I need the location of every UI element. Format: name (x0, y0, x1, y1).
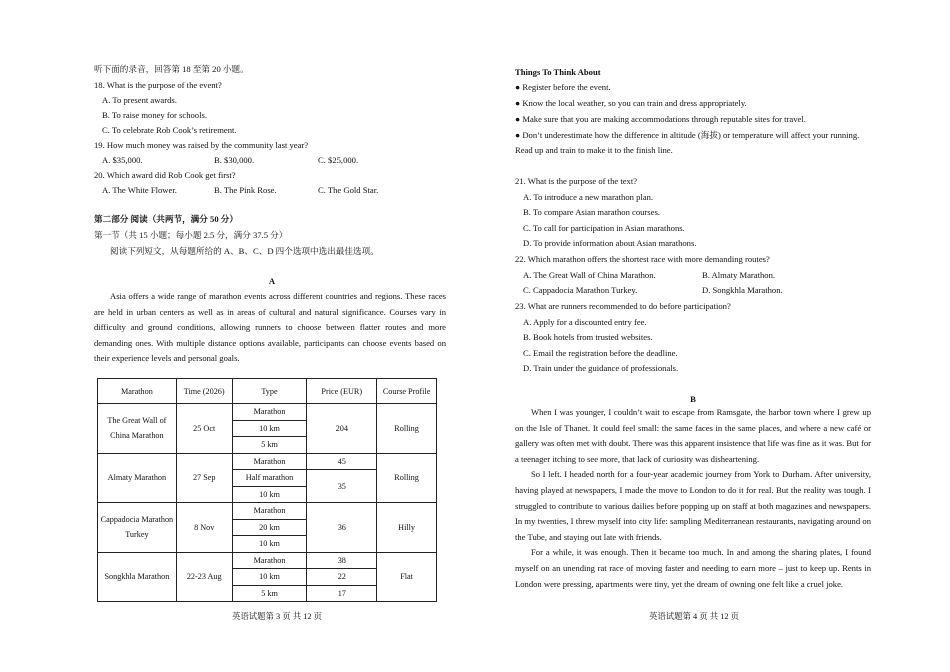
passage-b-paragraph-1: When I was younger, I couldn’t wait to escape from Ramsgate, the harbor town where I grew up on the Isle of Thanet. It could feel small: the same faces in the same places, and where a new café or gallery was often met with doubt. There was this apparent insistence that life was fine as it was. But for a teenager itching to see more, that lack of curiosity was disheartening. (515, 407, 871, 464)
marathon-table (97, 378, 437, 602)
marathon-type: 10 km (232, 569, 307, 586)
table-row (98, 503, 437, 520)
question-23-option-b: B. Book hotels from trusted websites. (523, 332, 653, 342)
marathon-type: Half marathon (232, 470, 307, 487)
question-21-stem: 21. What is the purpose of the text? (515, 176, 638, 186)
marathon-type: 20 km (232, 519, 307, 536)
question-23-option-c: C. Email the registration before the deadline. (523, 348, 678, 358)
table-row (98, 453, 437, 470)
marathon-type: 5 km (232, 585, 307, 602)
marathon-type: Marathon (232, 552, 307, 569)
question-22-option-a: A. The Great Wall of China Marathon. (523, 270, 656, 280)
section-intro: 听下面的录音，回答第 18 至第 20 小题。 (94, 64, 249, 74)
question-21-option-b: B. To compare Asian marathon courses. (523, 207, 660, 217)
marathon-type: 10 km (232, 420, 307, 437)
passage-a-label: A (268, 276, 276, 286)
marathon-type: 5 km (232, 437, 307, 454)
tips-title: Things To Think About (515, 67, 601, 77)
question-21-option-d: D. To provide information about Asian marathons. (523, 238, 697, 248)
question-19-stem: 19. How much money was raised by the community last year? (94, 140, 309, 150)
tip-item: ● Don’t underestimate how the difference in altitude (海拔) or temperature will affect your running. (515, 130, 860, 140)
course-profile: Rolling (377, 404, 437, 454)
marathon-type: Marathon (232, 453, 307, 470)
question-18-option-c: C. To celebrate Rob Cook’s retirement. (102, 125, 237, 135)
passage-a-paragraph: Asia offers a wide range of marathon events across different countries and regions. These races are held in urban centers as well as in areas of cultural and natural significance. Courses vary in difficulty and ground conditions, allowing runners to choose between flatter routes and more demanding ones. With multiple distance options available, participants can choose events based on their experience levels and personal goals. (94, 291, 446, 364)
question-18-stem: 18. What is the purpose of the event? (94, 80, 222, 90)
course-profile: Rolling (377, 453, 437, 503)
question-23-option-d: D. Train under the guidance of professionals. (523, 363, 679, 373)
question-18-option-b: B. To raise money for schools. (102, 110, 207, 120)
question-20-option-a: A. The White Flower. (102, 185, 177, 195)
marathon-price: 45 (307, 453, 377, 470)
table-row (98, 404, 437, 421)
header-marathon: Marathon (98, 379, 177, 404)
question-19-option-b: B. $30,000. (214, 155, 255, 165)
question-20-option-b: B. The Pink Rose. (214, 185, 277, 195)
header-type: Type (232, 379, 307, 404)
course-profile: Hilly (377, 503, 437, 553)
header-time: Time (2026) (176, 379, 232, 404)
question-20-option-c: C. The Gold Star. (318, 185, 379, 195)
part2-title: 第二部分 阅读（共两节，满分 50 分） (94, 214, 238, 224)
question-21-option-a: A. To introduce a new marathon plan. (523, 192, 654, 202)
question-22-option-b: B. Almaty Marathon. (702, 270, 776, 280)
marathon-type: Marathon (232, 404, 307, 421)
marathon-type: Marathon (232, 503, 307, 520)
question-23-option-a: A. Apply for a discounted entry fee. (523, 317, 647, 327)
marathon-time: 25 Oct (176, 404, 232, 454)
marathon-price: 204 (307, 404, 377, 454)
marathon-price: 35 (307, 470, 377, 503)
passage-b-paragraph-3: For a while, it was enough. Then it became too much. In and among the sharing plates, I found myself on an unending rat race of moving faster and needing to earn more – just to keep up. Rents in London were pressing, apartments were tiny, yet the dream of owning one felt like a cruel joke. (515, 547, 871, 589)
question-22-option-d: D. Songkhla Marathon. (702, 285, 783, 295)
part2-section: 第一节（共 15 小题；每小题 2.5 分，满分 37.5 分） (94, 230, 288, 240)
question-19-option-c: C. $25,000. (318, 155, 359, 165)
marathon-name: Cappadocia Marathon Turkey (98, 503, 177, 553)
question-21-option-c: C. To call for participation in Asian marathons. (523, 223, 685, 233)
marathon-price: 22 (307, 569, 377, 586)
page-footer-left: 英语试题第 3 页 共 12 页 (232, 612, 323, 621)
passage-b-paragraph-2: So I left. I headed north for a four-year academic journey from York to Durham. After university, having played at newspapers, I made the move to London to do it for real. But the reality was tough. I struggled to contribute to various dailies before popping up on staff at both magazines and newspapers. In my twenties, I threw myself into city life: sampling Mediterranean restaurants, navigating around on the Tube, and staying out late with friends. (515, 469, 871, 542)
tips-end: Read up and train to make it to the finish line. (515, 145, 673, 155)
passage-a-text (94, 289, 446, 367)
header-course-profile: Course Profile (377, 379, 437, 404)
marathon-time: 27 Sep (176, 453, 232, 503)
table-header-row (98, 379, 437, 404)
tip-item: ● Make sure that you are making accommodations through reputable sites for travel. (515, 114, 806, 124)
tip-item: ● Register before the event. (515, 82, 611, 92)
marathon-type: 10 km (232, 536, 307, 553)
tip-item: ● Know the local weather, so you can train and dress appropriately. (515, 98, 747, 108)
question-23-stem: 23. What are runners recommended to do before participation? (515, 301, 731, 311)
question-22-option-c: C. Cappadocia Marathon Turkey. (523, 285, 638, 295)
marathon-name: Songkhla Marathon (98, 552, 177, 602)
marathon-type: 10 km (232, 486, 307, 503)
question-19-option-a: A. $35,000. (102, 155, 143, 165)
course-profile: Flat (377, 552, 437, 602)
part2-instructions: 阅读下列短文，从每题所给的 A、B、C、D 四个选项中选出最佳选项。 (110, 246, 379, 256)
question-22-stem: 22. Which marathon offers the shortest race with more demanding routes? (515, 254, 770, 264)
question-18-option-a: A. To present awards. (102, 95, 177, 105)
header-price: Price (EUR) (307, 379, 377, 404)
question-20-stem: 20. Which award did Rob Cook get first? (94, 170, 236, 180)
marathon-name: Almaty Marathon (98, 453, 177, 503)
table-row (98, 552, 437, 569)
marathon-time: 8 Nov (176, 503, 232, 553)
marathon-price: 17 (307, 585, 377, 602)
marathon-price: 38 (307, 552, 377, 569)
marathon-time: 22-23 Aug (176, 552, 232, 602)
passage-b-label: B (690, 394, 696, 404)
passage-b-text (515, 405, 871, 592)
page-footer-right: 英语试题第 4 页 共 12 页 (649, 612, 740, 621)
marathon-price: 36 (307, 503, 377, 553)
marathon-name: The Great Wall of China Marathon (98, 404, 177, 454)
